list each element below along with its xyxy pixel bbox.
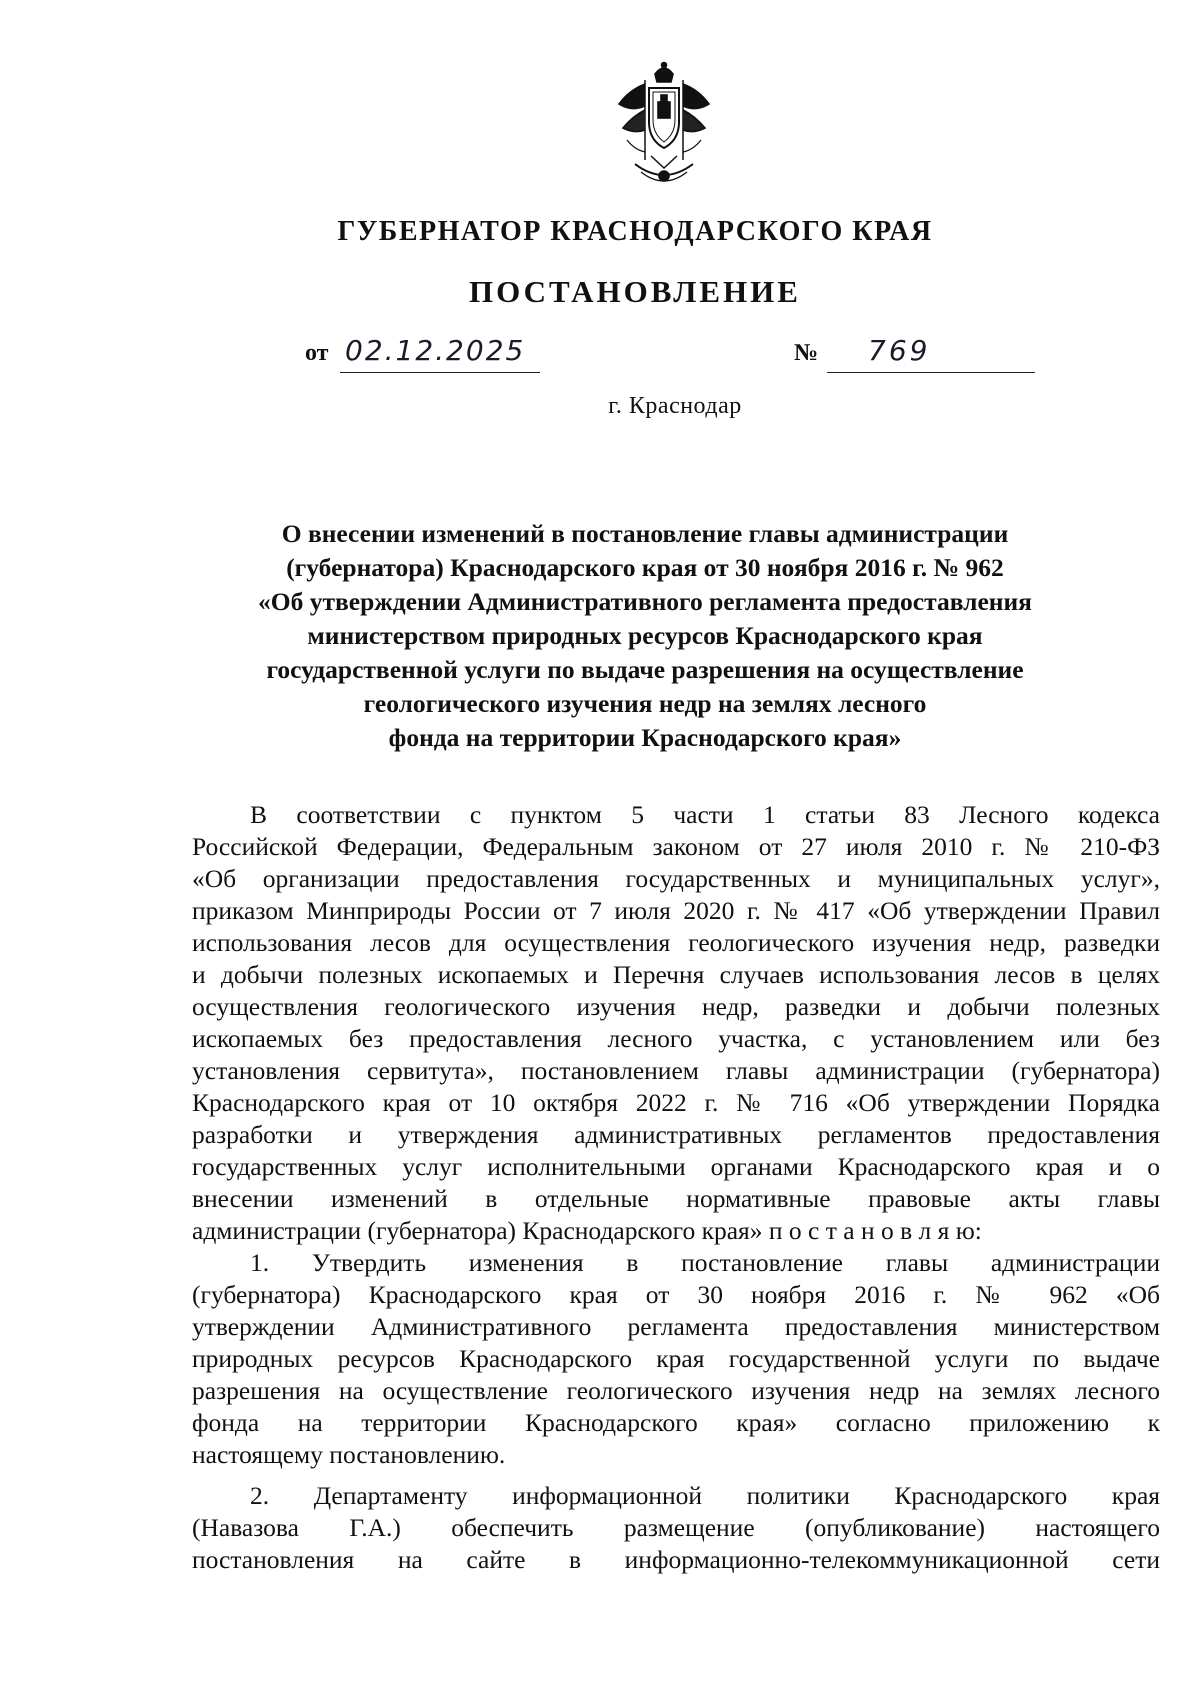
- paragraph-gap: [192, 1471, 1160, 1480]
- body-line: Краснодарского края от 10 октября 2022 г. № 716 «Об утверждении Порядка: [192, 1088, 1160, 1117]
- body-line: В соответствии с пунктом 5 части 1 статьи 83 Лесного кодекса: [250, 800, 1160, 829]
- body-line: «Об организации предоставления государственных и муниципальных услуг»,: [192, 864, 1160, 893]
- handwritten-date: 02.12.2025: [345, 334, 526, 367]
- date-prefix: от: [305, 340, 329, 366]
- body-line: разрешения на осуществление геологического изучения недр на землях лесного: [192, 1376, 1160, 1405]
- body-line: и добычи полезных ископаемых и Перечня случаев использования лесов в целях: [192, 960, 1160, 989]
- body-line: государственных услуг исполнительными органами Краснодарского края и о: [192, 1152, 1160, 1181]
- body-line: ископаемых без предоставления лесного участка, с установлением или без: [192, 1024, 1160, 1053]
- body-line: приказом Минприроды России от 7 июля 2020 г. № 417 «Об утверждении Правил: [192, 896, 1160, 925]
- handwritten-number: 769: [868, 334, 931, 367]
- document-title: [190, 517, 1100, 755]
- preamble-paragraph: [192, 799, 1160, 1247]
- body-line: фонда на территории Краснодарского края» согласно приложению к: [192, 1408, 1160, 1437]
- organization-heading: ГУБЕРНАТОР КРАСНОДАРСКОГО КРАЯ: [337, 216, 933, 247]
- document-type-heading: ПОСТАНОВЛЕНИЕ: [469, 274, 801, 309]
- body-line: администрации (губернатора) Краснодарского края» п о с т а н о в л я ю:: [192, 1216, 982, 1245]
- title-line: (губернатора) Краснодарского края от 30 ноября 2016 г. № 962: [286, 553, 1004, 582]
- body-line: использования лесов для осуществления геологического изучения недр, разведки: [192, 928, 1160, 957]
- body-line: (Навазова Г.А.) обеспечить размещение (опубликование) настоящего: [192, 1513, 1160, 1542]
- body-line: осуществления геологического изучения недр, разведки и добычи полезных: [192, 992, 1160, 1021]
- title-line: министерством природных ресурсов Краснодарского края: [307, 621, 983, 650]
- body-line: 1. Утвердить изменения в постановление главы администрации: [250, 1248, 1160, 1277]
- body-line: разработки и утверждения административных регламентов предоставления: [192, 1120, 1160, 1149]
- body-line: установления сервитута», постановлением главы администрации (губернатора): [192, 1056, 1160, 1085]
- title-line: фонда на территории Краснодарского края»: [388, 723, 902, 752]
- date-underline: [340, 372, 540, 373]
- clause-1-paragraph: [192, 1247, 1160, 1471]
- title-line: геологического изучения недр на землях лесного: [363, 689, 927, 718]
- coat-of-arms-emblem: [615, 60, 713, 196]
- body-line: природных ресурсов Краснодарского края государственной услуги по выдаче: [192, 1344, 1160, 1373]
- body-line: постановления на сайте в информационно-телекоммуникационной сети: [192, 1545, 1160, 1574]
- body-line: внесении изменений в отдельные нормативные правовые акты главы: [192, 1184, 1160, 1213]
- title-line: О внесении изменений в постановление главы администрации: [281, 519, 1009, 548]
- clause-2-paragraph: [192, 1480, 1160, 1576]
- title-line: «Об утверждении Административного регламента предоставления: [258, 587, 1032, 616]
- title-line: государственной услуги по выдаче разрешения на осуществление: [266, 655, 1024, 684]
- body-line: утверждении Административного регламента предоставления министерством: [192, 1312, 1160, 1341]
- city-label: г. Краснодар: [608, 393, 742, 419]
- body-line: 2. Департаменту информационной политики Краснодарского края: [250, 1481, 1160, 1510]
- body-line: (губернатора) Краснодарского края от 30 ноября 2016 г. № 962 «Об: [192, 1280, 1160, 1309]
- number-prefix: №: [794, 340, 819, 366]
- body-line: Российской Федерации, Федеральным законом от 27 июля 2010 г. № 210-ФЗ: [192, 832, 1160, 861]
- number-underline: [827, 372, 1035, 373]
- document-body: [192, 799, 1160, 1576]
- body-line: настоящему постановлению.: [192, 1440, 506, 1469]
